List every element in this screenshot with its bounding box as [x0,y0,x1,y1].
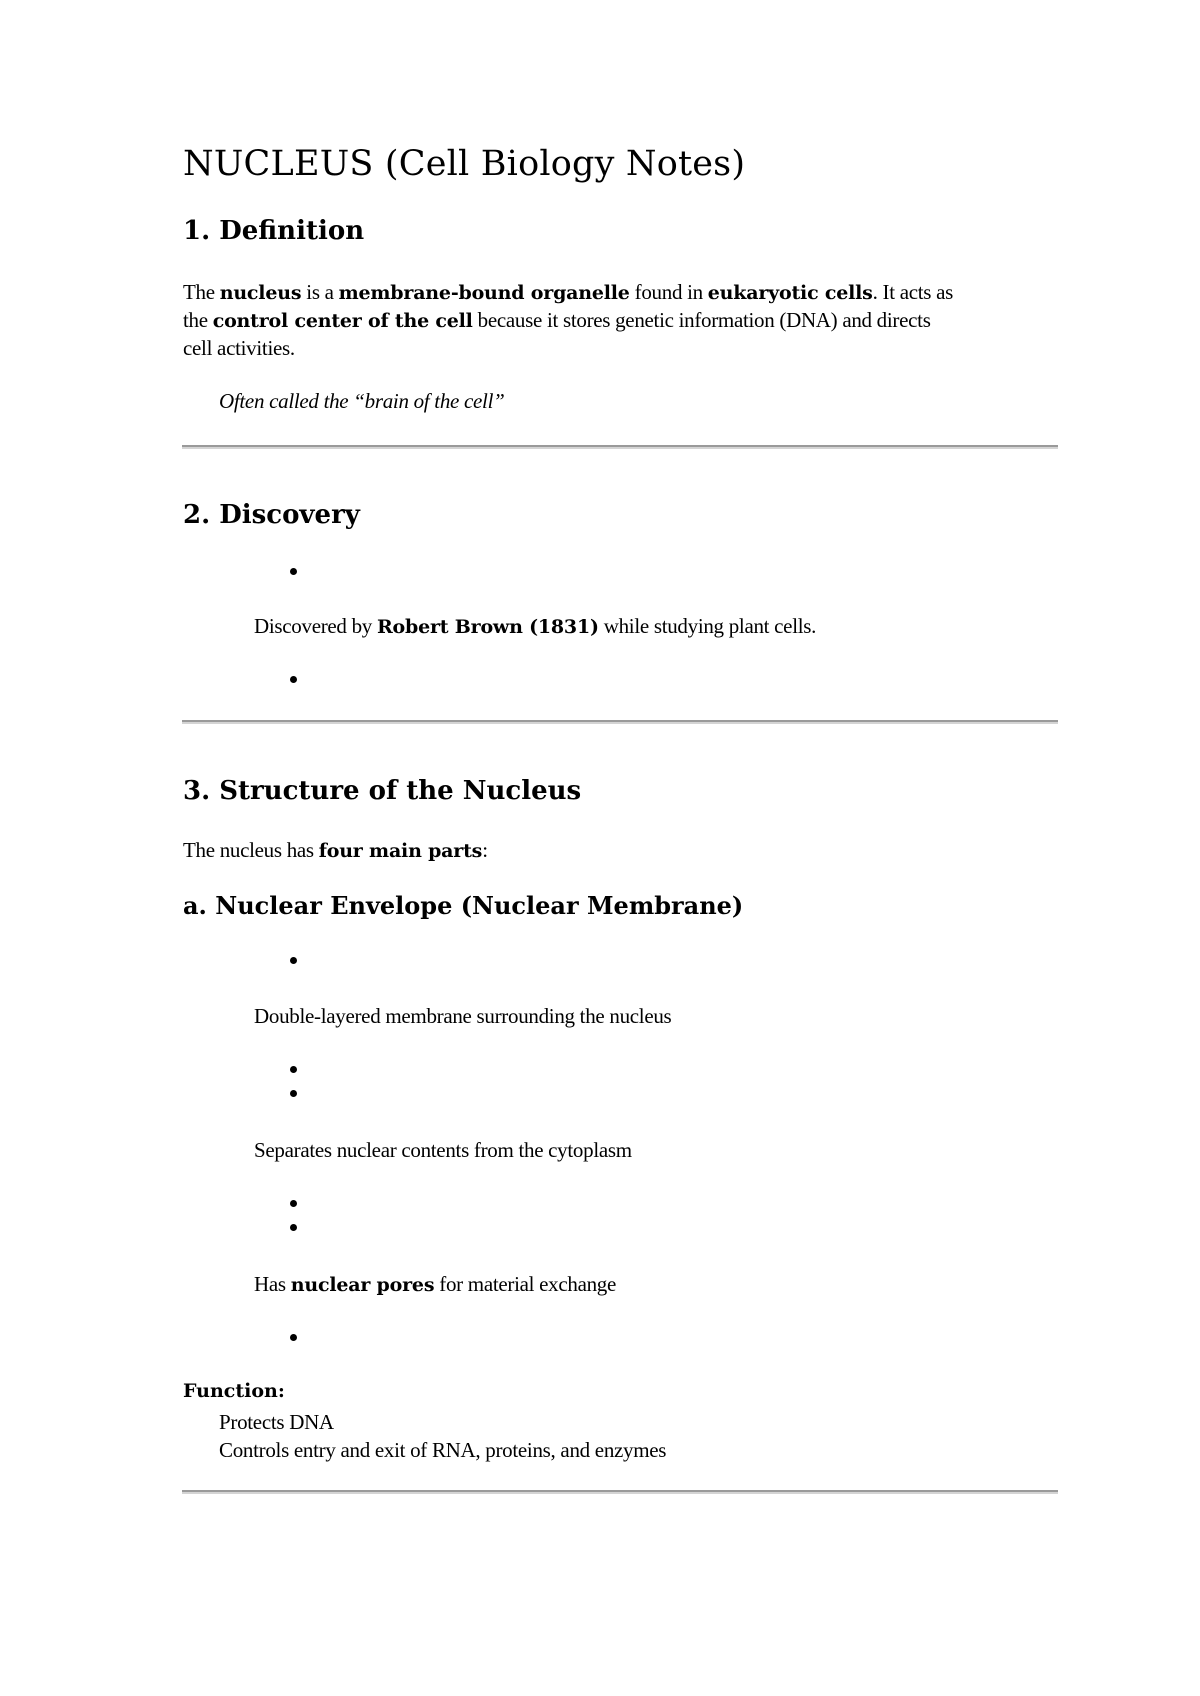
function-item: Protects DNA [219,1410,334,1434]
structure-intro: The nucleus has four main parts: [183,838,488,862]
bullet-dot [290,1090,297,1097]
page-title: NUCLEUS (Cell Biology Notes) [183,144,746,184]
subsection-heading-nuclear-envelope: a. Nuclear Envelope (Nuclear Membrane) [183,891,744,920]
section-heading-discovery: 2. Discovery [183,500,360,530]
horizontal-rule [182,1490,1058,1494]
definition-line-2: the control center of the cell because it stores genetic information (DNA) and directs [183,308,931,332]
bullet-dot [290,676,297,683]
discovery-line: Discovered by Robert Brown (1831) while studying plant cells. [254,614,817,638]
envelope-point-2: Separates nuclear contents from the cytoplasm [254,1138,632,1162]
definition-line-3: cell activities. [183,336,295,360]
bullet-dot [290,1066,297,1073]
horizontal-rule [182,720,1058,724]
section-heading-structure: 3. Structure of the Nucleus [183,776,582,806]
definition-line-1: The nucleus is a membrane-bound organelle found in eukaryotic cells. It acts as [183,280,954,304]
function-item: Controls entry and exit of RNA, proteins, and enzymes [219,1438,667,1462]
bullet-dot [290,568,297,575]
bullet-dot [290,1224,297,1231]
bullet-dot [290,1334,297,1341]
envelope-point-1: Double-layered membrane surrounding the nucleus [254,1004,672,1028]
envelope-point-3: Has nuclear pores for material exchange [254,1272,617,1296]
bullet-dot [290,957,297,964]
definition-quote: Often called the “brain of the cell” [219,389,505,413]
function-label: Function: [183,1380,285,1402]
horizontal-rule [182,445,1058,449]
section-heading-definition: 1. Definition [183,216,365,246]
bullet-dot [290,1200,297,1207]
